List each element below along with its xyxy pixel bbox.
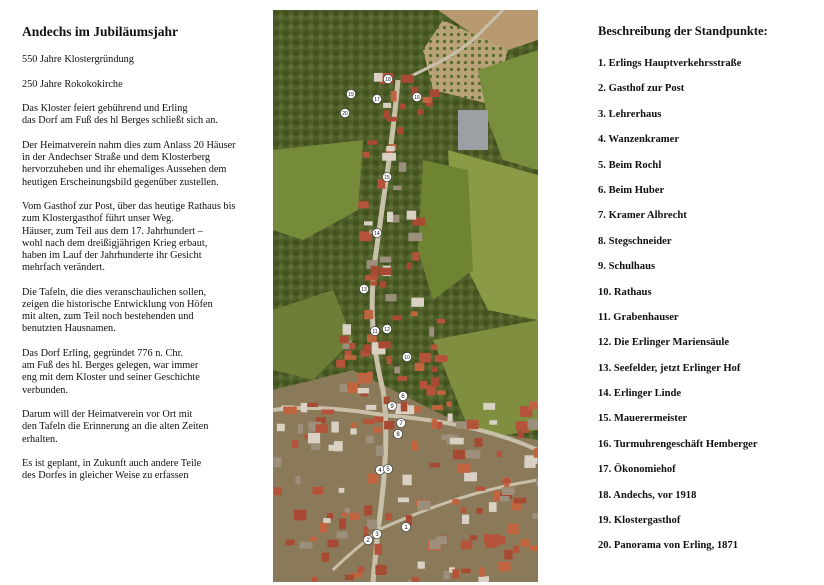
house-roof — [331, 422, 338, 433]
house-roof — [529, 545, 538, 551]
house-roof — [411, 311, 418, 316]
house-roof — [430, 90, 439, 98]
house-roof — [351, 423, 357, 428]
house-roof — [429, 463, 440, 468]
house-roof — [337, 532, 348, 539]
house-roof — [448, 414, 453, 422]
house-roof — [294, 510, 307, 521]
house-roof — [504, 550, 512, 560]
aerial-map — [273, 10, 538, 582]
house-roof — [348, 382, 358, 393]
house-roof — [392, 315, 401, 320]
house-roof — [366, 436, 374, 444]
house-roof — [483, 403, 495, 410]
house-roof — [350, 428, 356, 434]
legend-item: 17. Ökonomiehof — [598, 464, 676, 476]
house-roof — [350, 513, 360, 520]
map-marker-label: 17 — [374, 97, 380, 103]
map-marker-label: 8 — [396, 432, 400, 438]
map-marker-label: 19 — [348, 92, 354, 98]
house-roof — [373, 427, 381, 433]
house-roof — [487, 535, 500, 546]
house-roof — [367, 520, 377, 529]
house-roof — [431, 367, 437, 372]
intro-paragraph: Der Heimatverein nahm dies zum Anlass 20 Häuser in der Andechser Straße und dem Klosterberg hervorzuheben und ihr ehemaliges Aussehen dem heutigen Erscheinungsbild gegenüber zustellen. — [22, 139, 236, 188]
house-roof — [274, 487, 282, 495]
legend-item: 2. Gasthof zur Post — [598, 83, 685, 95]
map-marker-label: 18 — [385, 77, 391, 83]
house-roof — [316, 424, 328, 433]
house-roof — [453, 450, 465, 460]
house-roof — [308, 433, 320, 444]
house-roof — [341, 513, 347, 517]
house-roof — [283, 407, 297, 415]
house-roof — [502, 487, 514, 495]
house-roof — [437, 390, 446, 395]
house-roof — [446, 401, 451, 406]
house-roof — [458, 464, 471, 473]
house-roof — [401, 75, 414, 83]
house-roof — [386, 146, 395, 151]
house-roof — [432, 405, 443, 410]
house-roof — [345, 508, 350, 514]
house-roof — [321, 410, 334, 415]
house-roof — [513, 546, 519, 553]
map-marker-label: 12 — [384, 327, 390, 333]
legend-item: 8. Stegschneider — [598, 235, 672, 247]
house-roof — [420, 353, 431, 362]
house-roof — [408, 233, 422, 241]
house-roof — [299, 542, 312, 549]
legend-item: 9. Schulhaus — [598, 261, 656, 273]
legend-column — [598, 22, 820, 565]
house-roof — [420, 381, 428, 389]
house-roof — [415, 363, 425, 371]
house-roof — [366, 405, 376, 410]
house-roof — [384, 421, 394, 430]
map-marker-label: 5 — [386, 467, 390, 473]
house-roof — [467, 420, 479, 429]
map-marker-label: 13 — [361, 287, 367, 293]
legend-title: Beschreibung der Standpunkte: — [598, 24, 768, 38]
legend-item: 4. Wanzenkramer — [598, 134, 680, 146]
house-roof — [382, 153, 396, 161]
house-roof — [529, 401, 538, 409]
intro-column — [22, 22, 267, 495]
house-roof — [417, 501, 430, 510]
house-roof — [426, 385, 436, 395]
house-roof — [277, 424, 285, 432]
house-roof — [498, 562, 510, 571]
legend-item: 3. Lehrerhaus — [598, 108, 662, 120]
house-roof — [387, 356, 392, 364]
intro-paragraph: 250 Jahre Rokokokirche — [22, 78, 123, 90]
house-roof — [320, 523, 328, 533]
house-roof — [493, 491, 499, 501]
house-roof — [364, 310, 373, 319]
house-roof — [371, 266, 379, 276]
house-roof — [380, 268, 392, 276]
house-roof — [524, 460, 535, 468]
house-roof — [339, 336, 349, 344]
intro-paragraph: Das Kloster feiert gebührend und Erling das Dorf am Fuß des hl Berges schließt sich an. — [22, 103, 218, 127]
map-marker-label: 1 — [404, 525, 408, 531]
legend-item: 14. Erlinger Linde — [598, 388, 682, 400]
house-roof — [411, 298, 424, 307]
house-roof — [371, 281, 378, 285]
house-roof — [385, 513, 392, 520]
house-roof — [380, 257, 392, 263]
legend-item: 1. Erlings Hauptverkehrsstraße — [598, 58, 742, 69]
map-marker-label: 10 — [404, 355, 410, 361]
house-roof — [450, 438, 464, 445]
house-roof — [444, 571, 450, 579]
house-roof — [462, 515, 469, 524]
house-roof — [295, 476, 300, 484]
house-roof — [479, 567, 485, 577]
house-roof — [397, 127, 404, 134]
map-marker-label: 4 — [378, 468, 382, 474]
house-roof — [385, 294, 396, 301]
house-roof — [364, 506, 372, 516]
house-roof — [464, 472, 477, 481]
legend-item: 15. Mauerermeister — [598, 413, 688, 425]
house-roof — [363, 419, 374, 424]
map-marker-label: 6 — [401, 394, 405, 400]
house-roof — [358, 567, 365, 573]
legend-item: 10. Rathaus — [598, 286, 652, 298]
intro-title: Andechs im Jubiläumsjahr — [22, 24, 179, 39]
house-roof — [484, 534, 489, 543]
legend-item: 6. Beim Huber — [598, 184, 665, 196]
house-roof — [375, 565, 386, 575]
house-roof — [312, 577, 318, 582]
map-marker-label: 2 — [366, 538, 370, 544]
house-roof — [292, 440, 298, 448]
house-roof — [413, 252, 419, 261]
house-roof — [470, 535, 477, 540]
house-roof — [500, 496, 510, 501]
house-roof — [391, 91, 397, 102]
parking-lot — [458, 110, 488, 150]
house-roof — [502, 479, 511, 483]
house-roof — [367, 372, 373, 380]
house-roof — [327, 540, 338, 548]
legend-item: 5. Beim Rochl — [598, 159, 662, 171]
house-roof — [476, 486, 486, 491]
house-roof — [329, 445, 338, 451]
house-roof — [475, 438, 483, 447]
house-roof — [375, 545, 383, 555]
house-roof — [339, 518, 346, 529]
house-roof — [306, 403, 318, 407]
map-marker-label: 9 — [390, 404, 394, 410]
house-roof — [311, 444, 321, 450]
map-marker-label: 11 — [372, 329, 378, 335]
house-roof — [452, 499, 459, 505]
legend-item: 18. Andechs, vor 1918 — [598, 489, 697, 501]
house-roof — [387, 212, 393, 222]
house-roof — [376, 445, 384, 456]
house-roof — [380, 281, 387, 287]
house-roof — [407, 211, 417, 220]
house-roof — [285, 540, 294, 546]
legend-list — [598, 57, 820, 565]
intro-paragraph: 550 Jahre Klostergründung — [22, 54, 134, 65]
legend-item: 7. Kramer Albrecht — [598, 210, 687, 222]
house-roof — [534, 448, 538, 458]
house-roof — [312, 487, 323, 495]
map-marker-label: 16 — [414, 95, 420, 101]
house-roof — [394, 367, 400, 374]
house-roof — [431, 377, 439, 386]
house-roof — [465, 450, 479, 457]
house-roof — [435, 355, 448, 362]
house-roof — [323, 518, 330, 523]
house-roof — [399, 162, 406, 171]
house-roof — [528, 419, 537, 429]
aerial-photo — [273, 10, 538, 582]
house-roof — [429, 327, 434, 337]
house-roof — [301, 403, 308, 412]
house-roof — [374, 73, 383, 82]
house-roof — [452, 569, 459, 578]
house-roof — [398, 376, 407, 381]
house-roof — [378, 341, 390, 348]
legend-item: 20. Panorama von Erling, 1871 — [598, 540, 739, 552]
map-marker-label: 3 — [375, 532, 379, 538]
house-roof — [514, 498, 527, 504]
intro-paragraph: Darum will der Heimatverein vor Ort mit den Tafeln die Erinnerung an die alten Zeiten erhalten. — [22, 409, 209, 445]
house-roof — [478, 576, 489, 582]
house-roof — [411, 441, 417, 451]
house-roof — [412, 577, 420, 582]
legend-item: 16. Turmuhrengeschäft Hemberger — [598, 438, 758, 450]
legend-item: 11. Grabenhauser — [598, 311, 679, 323]
house-roof — [383, 103, 391, 108]
house-roof — [418, 562, 425, 569]
house-roof — [274, 458, 282, 468]
intro-paragraph: Es ist geplant, in Zukunft auch andere Teile des Dorfes in gleicher Weise zu erfassen — [22, 458, 202, 482]
house-roof — [489, 502, 497, 512]
house-roof — [310, 537, 318, 541]
intro-paragraph: Vom Gasthof zur Post, über das heutige Rathaus bis zum Klostergasthof führt unser Weg. Häuser, zum Teil aus dem 17. Jahrhundert – wohl nach dem dreißigjährigen Krieg erbaut, haben im Lauf der Jahrhunderte ihr Gesicht mehrfach verändert. — [22, 201, 236, 274]
house-roof — [403, 475, 412, 486]
house-roof — [398, 498, 409, 503]
house-roof — [431, 344, 438, 350]
house-roof — [383, 110, 389, 118]
house-roof — [407, 263, 413, 270]
house-roof — [298, 424, 303, 433]
house-roof — [344, 355, 356, 360]
legend-item: 12. Die Erlinger Mariensäule — [598, 337, 730, 349]
legend-item: 19. Klostergasthof — [598, 515, 681, 527]
house-roof — [437, 319, 445, 324]
house-roof — [374, 417, 384, 423]
house-roof — [345, 575, 354, 580]
house-roof — [358, 201, 368, 208]
house-roof — [536, 478, 538, 486]
house-roof — [393, 186, 401, 191]
house-roof — [456, 421, 468, 428]
house-roof — [461, 541, 473, 550]
house-roof — [339, 488, 345, 493]
house-roof — [401, 402, 408, 412]
house-roof — [476, 508, 482, 514]
house-roof — [343, 324, 351, 335]
house-roof — [368, 474, 379, 484]
house-roof — [322, 553, 330, 562]
house-roof — [461, 507, 467, 513]
house-roof — [532, 513, 538, 519]
map-marker-label: 14 — [374, 231, 380, 237]
house-roof — [461, 569, 470, 574]
intro-paragraph: Die Tafeln, die dies veranschaulichen sollen, zeigen die historische Entwicklung von Höfen mit alten, zum Teil noch bestehenden und benutzten Hausnamen. — [22, 286, 213, 335]
house-roof — [432, 419, 438, 429]
house-roof — [489, 420, 497, 425]
map-marker-label: 15 — [384, 175, 390, 181]
house-roof — [363, 152, 370, 158]
house-roof — [497, 451, 502, 457]
map-marker-label: 20 — [342, 111, 348, 117]
house-roof — [336, 360, 345, 368]
house-roof — [400, 104, 406, 110]
legend-item: 13. Seefelder, jetzt Erlinger Hof — [598, 362, 741, 374]
house-roof — [367, 140, 378, 145]
house-roof — [358, 388, 369, 393]
house-roof — [364, 345, 371, 354]
house-roof — [521, 539, 530, 547]
house-roof — [417, 109, 423, 115]
house-roof — [349, 343, 355, 349]
intro-paragraph: Das Dorf Erling, gegründet 776 n. Chr. am Fuß des hl. Berges gelegen, war immer eng mit dem Kloster und seiner Geschichte verbunden. — [22, 348, 200, 396]
house-roof — [364, 221, 373, 225]
map-marker-label: 7 — [399, 421, 403, 427]
house-roof — [423, 97, 432, 103]
house-roof — [436, 536, 447, 544]
house-roof — [507, 524, 519, 534]
